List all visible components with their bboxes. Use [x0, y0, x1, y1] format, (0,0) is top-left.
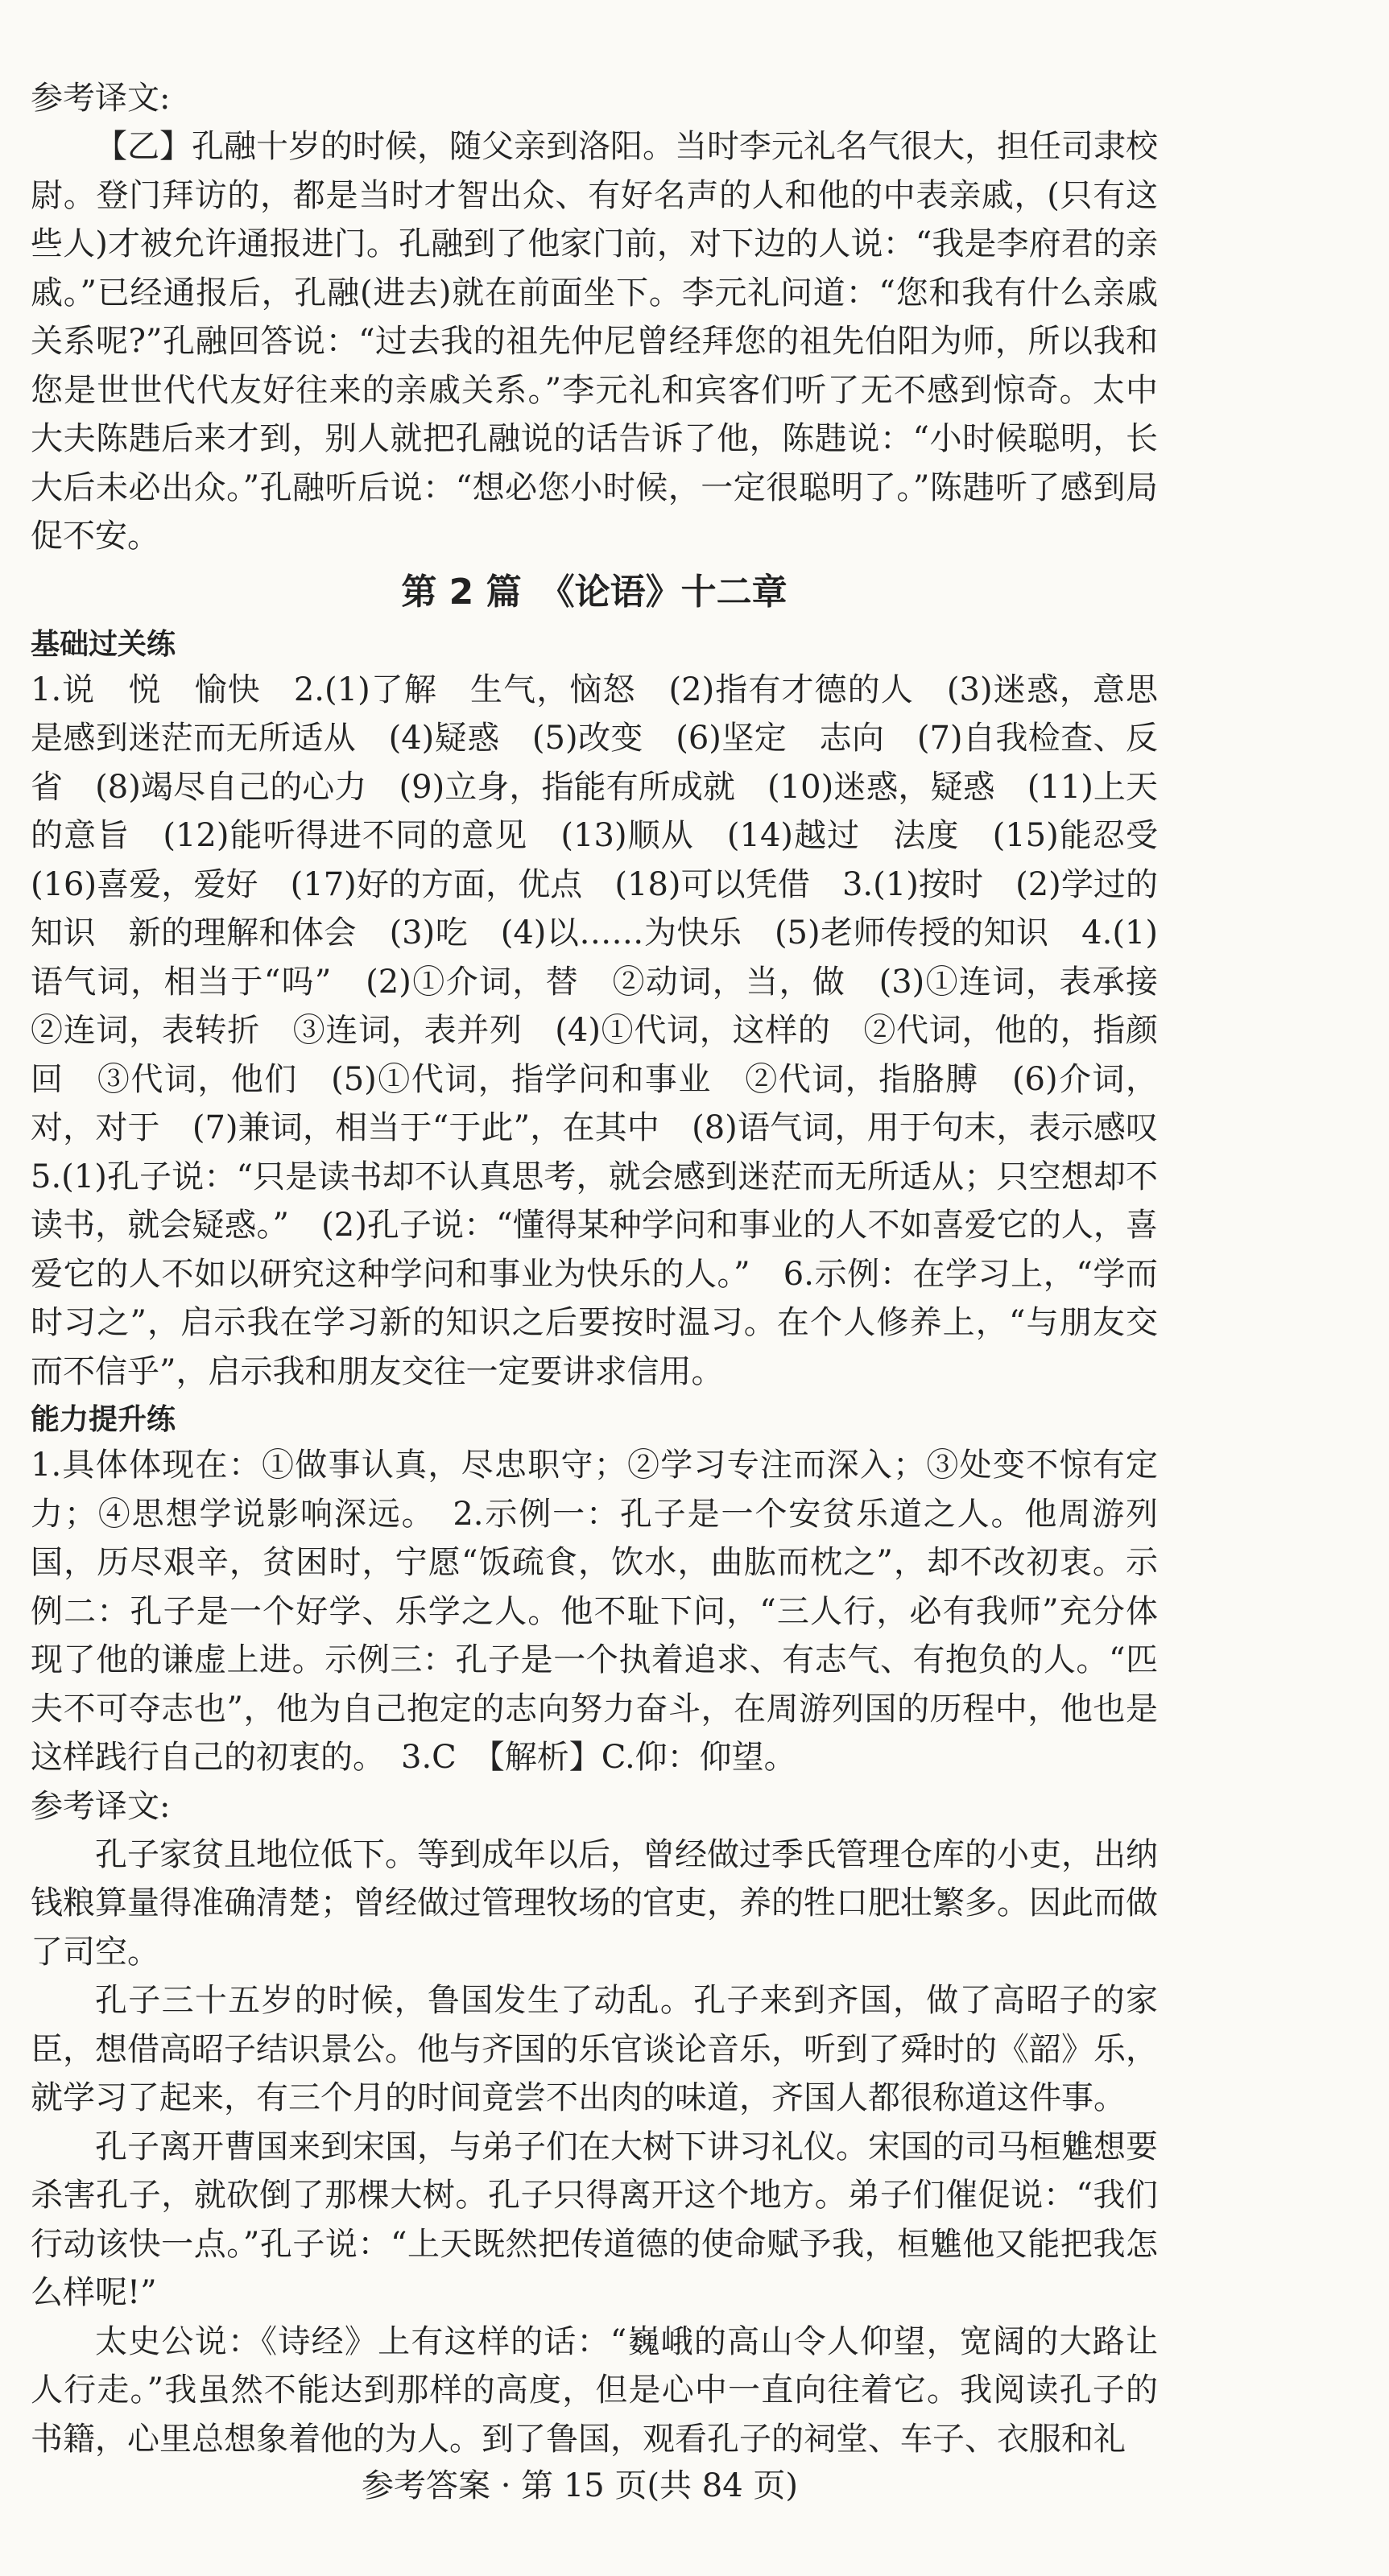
translation-paragraph-kongrong: 【乙】孔融十岁的时候，随父亲到洛阳。当时李元礼名气很大，担任司隶校尉。登门拜访的，都是当时才智出众、有好名声的人和他的中表亲戚，(只有这些人)才被允许通报进门。孔融到了他家门前，对下边的人说：“我是李府君的亲戚。”已经通报后，孔融(进去)就在前面坐下。李元礼问道：“您和我有什么亲戚关系呢?”孔融回答说：“过去我的祖先仲尼曾经拜您的祖先伯阳为师，所以我和您是世世代代友好往来的亲戚关系。”李元礼和宾客们听了无不感到惊奇。太中大夫陈韪后来才到，别人就把孔融说的话告诉了他，陈韪说：“小时候聪明，长大后未必出众。”孔融听后说：“想必您小时候，一定很聪明了。”陈韪听了感到局促不安。 — [31, 128, 1158, 555]
translation-paragraph: 孔子三十五岁的时候，鲁国发生了动乱。孔子来到齐国，做了高昭子的家臣，想借高昭子结识景公。他与齐国的乐官谈论音乐，听到了舜时的《韶》乐，就学习了起来，有三个月的时间竟尝不出肉的味道，齐国人都很称道这件事。 — [31, 1982, 1158, 2116]
basic-answers: 1.说 悦 愉快 2.(1)了解 生气，恼怒 (2)指有才德的人 (3)迷惑，意思是感到迷茫而无所适从 (4)疑惑 (5)改变 (6)坚定 志向 (7)自我检查、反省 (8)竭尽自己的心力 (9)立身，指能有所成就 (10)迷惑，疑惑 (11)上天的意旨 (12)能听得进不同的意见 (13)顺从 (14)越过 法度 (15)能忍受 (16)喜爱，爱好 (17)好的方面，优点 (18)可以凭借 3.(1)按时 (2)学过的知识 新的理解和体会 (3)吃 (4)以……为快乐 (5)老师传授的知识 4.(1)语气词，相当于“吗” (2)①介词，替 ②动词，当，做 (3)①连词，表承接 ②连词，表转折 ③连词，表并列 (4)①代词，这样的 ②代词，他的，指颜回 ③代词，他们 (5)①代词，指学问和事业 ②代词，指胳膊 (6)介词，对，对于 (7)兼词，相当于“于此”，在其中 (8)语气词，用于句末，表示感叹 5.(1)孔子说：“只是读书却不认真思考，就会感到迷茫而无所适从；只空想却不读书，就会疑惑。” (2)孔子说：“懂得某种学问和事业的人不如喜爱它的人，喜爱它的人不如以研究这种学问和事业为快乐的人。” 6.示例：在学习上，“学而时习之”，启示我在学习新的知识之后要按时温习。在个人修养上，“与朋友交而不信乎”，启示我和朋友交往一定要讲求信用。 — [31, 671, 1190, 1390]
ability-answers: 1.具体体现在：①做事认真，尽忠职守；②学习专注而深入；③处变不惊有定力；④思想学说影响深远。 2.示例一：孔子是一个安贫乐道之人。他周游列国，历尽艰辛，贫困时，宁愿“饭疏食，饮水，曲肱而枕之”，却不改初衷。示例二：孔子是一个好学、乐学之人。他不耻下问，“三人行，必有我师”充分体现了他的谦虚上进。示例三：孔子是一个执着追求、有志气、有抱负的人。“匹夫不可夺志也”，他为自己抱定的志向努力奋斗，在周游列国的历程中，他也是这样践行自己的初衷的。 3.C 【解析】C.仰：仰望。 — [31, 1447, 1158, 1776]
translation-paragraph: 孔子离开曹国来到宋国，与弟子们在大树下讲习礼仪。宋国的司马桓魋想要杀害孔子，就砍倒了那棵大树。孔子只得离开这个地方。弟子们催促说：“我们行动该快一点。”孔子说：“上天既然把传道德的使命赋予我，桓魋他又能把我怎么样呢!” — [31, 2128, 1158, 2311]
translation-label: 参考译文: — [31, 1787, 171, 1825]
translation-paragraph: 太史公说：《诗经》上有这样的话：“巍峨的高山令人仰望，宽阔的大路让人行走。”我虽然不能达到那样的高度，但是心中一直向往着它。我阅读孔子的书籍，心里总想象着他的为人。到了鲁国，观看孔子的祠堂、车子、衣服和礼 — [31, 2322, 1158, 2458]
page-content — [31, 74, 1190, 2463]
section-heading-ability: 能力提升练 — [31, 1403, 176, 1436]
page-footer: 参考答案 · 第 15 页(共 84 页) — [361, 2467, 798, 2504]
translation-label-top: 参考译文: — [31, 80, 171, 117]
section-heading-basic: 基础过关练 — [31, 627, 176, 661]
chapter-title: 第 2 篇 《论语》十二章 — [401, 571, 788, 613]
translation-paragraph: 孔子家贫且地位低下。等到成年以后，曾经做过季氏管理仓库的小吏，出纳钱粮算量得准确清楚；曾经做过管理牧场的官吏，养的牲口肥壮繁多。因此而做了司空。 — [31, 1835, 1158, 1971]
